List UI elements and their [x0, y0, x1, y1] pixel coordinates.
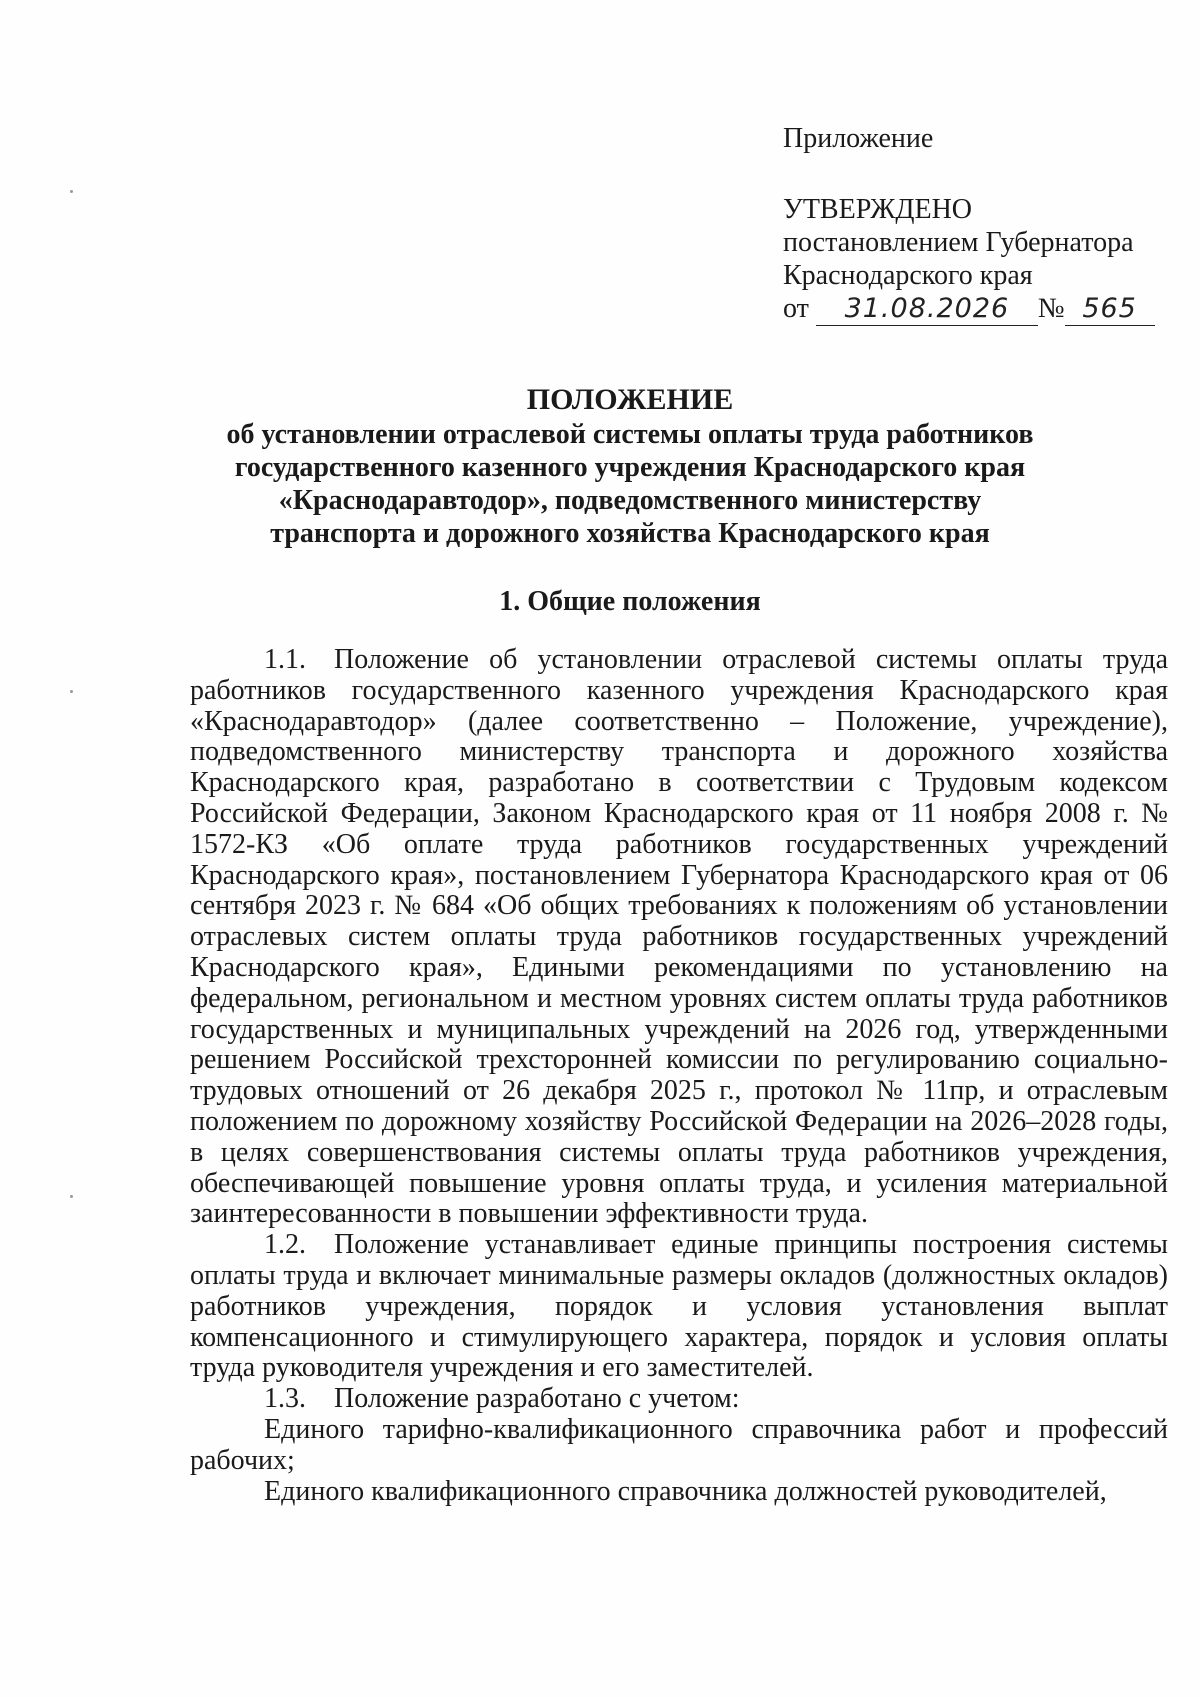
heading-line-1: об установлении отраслевой системы оплаты труда работников [226, 419, 1034, 450]
document-heading [180, 383, 1080, 550]
paragraph [190, 1477, 1168, 1508]
heading-line-4: транспорта и дорожного хозяйства Краснодарского края [270, 518, 990, 549]
paragraph-text: Положение устанавливает единые принципы построения системы оплаты труда и включает минимальные размеры окладов (должностных окладов) работников учреждения, порядок и условия установления выплат компенсационного и стимулирующего характера, порядок и условия оплаты труда руководителя учреждения и его заместителей. [190, 1229, 1168, 1384]
from-prefix: от [783, 293, 809, 324]
paragraph-text: Положение об установлении отраслевой системы оплаты труда работников государственного казенного учреждения Краснодарского края «Краснодаравтодор» (далее соответственно – Положение, учреждение), подведомственного министерству транспорта и дорожного хозяйства Краснодарского края, разработано в соответствии с Трудовым кодексом Российской Федерации, Законом Краснодарского края от 11 ноября 2008 г. № 1572-КЗ «Об оплате труда работников государственных учреждений Краснодарского края», постановлением Губернатора Краснодарского края от 06 сентября 2023 г. № 684 «Об общих требованиях к положениям об установлении отраслевых систем оплаты труда работников государственных учреждений Краснодарского края», Едиными рекомендациями по установлению на федеральном, региональном и местном уровнях систем оплаты труда работников государственных и муниципальных учреждений на 2026 год, утвержденными решением Российской трехсторонней комиссии по регулированию социально-трудовых отношений от 26 декабря 2025 г., протокол № 11пр, и отраслевым положением по дорожному хозяйству Российской Федерации на 2026–2028 годы, в целях совершенствования системы оплаты труда работников учреждения, обеспечивающей повышение уровня оплаты труда, и усиления материальной заинтересованности в повышении эффективности труда. [190, 644, 1168, 1230]
approval-date-line [783, 292, 1163, 326]
paragraph-text: Единого квалификационного справочника должностей руководителей, [264, 1475, 1107, 1507]
section-title: 1. Общие положения [499, 586, 761, 617]
approval-line-2: Краснодарского края [783, 260, 1033, 291]
heading-line-3: «Краснодаравтодор», подведомственного министерству [278, 485, 982, 516]
scan-speck [70, 1195, 73, 1198]
scan-speck [70, 690, 73, 693]
paragraph-text: Единого тарифно-квалификационного справочника работ и профессий рабочих; [190, 1413, 1168, 1476]
paragraph [190, 1230, 1168, 1384]
document-body [190, 645, 1168, 1507]
approval-block [783, 122, 1163, 326]
attachment-label: Приложение [783, 123, 934, 154]
handwritten-date: 31.08.2026 [816, 292, 1038, 326]
handwritten-number: 565 [1065, 292, 1155, 326]
document-title: ПОЛОЖЕНИЕ [526, 383, 734, 416]
scan-speck [70, 190, 73, 193]
number-prefix: № [1037, 293, 1065, 324]
paragraph [190, 1384, 1168, 1415]
paragraph-number: 1.1. [264, 644, 306, 675]
paragraph-number: 1.2. [264, 1229, 306, 1261]
paragraph [190, 1415, 1168, 1477]
approval-line-1: постановлением Губернатора [783, 227, 1134, 258]
approved-label: УТВЕРЖДЕНО [783, 194, 973, 225]
paragraph [190, 645, 1168, 1230]
paragraph-number: 1.3. [264, 1383, 306, 1415]
heading-line-2: государственного казенного учреждения Краснодарского края [234, 452, 1026, 483]
paragraph-text: Положение разработано с учетом: [334, 1383, 740, 1415]
